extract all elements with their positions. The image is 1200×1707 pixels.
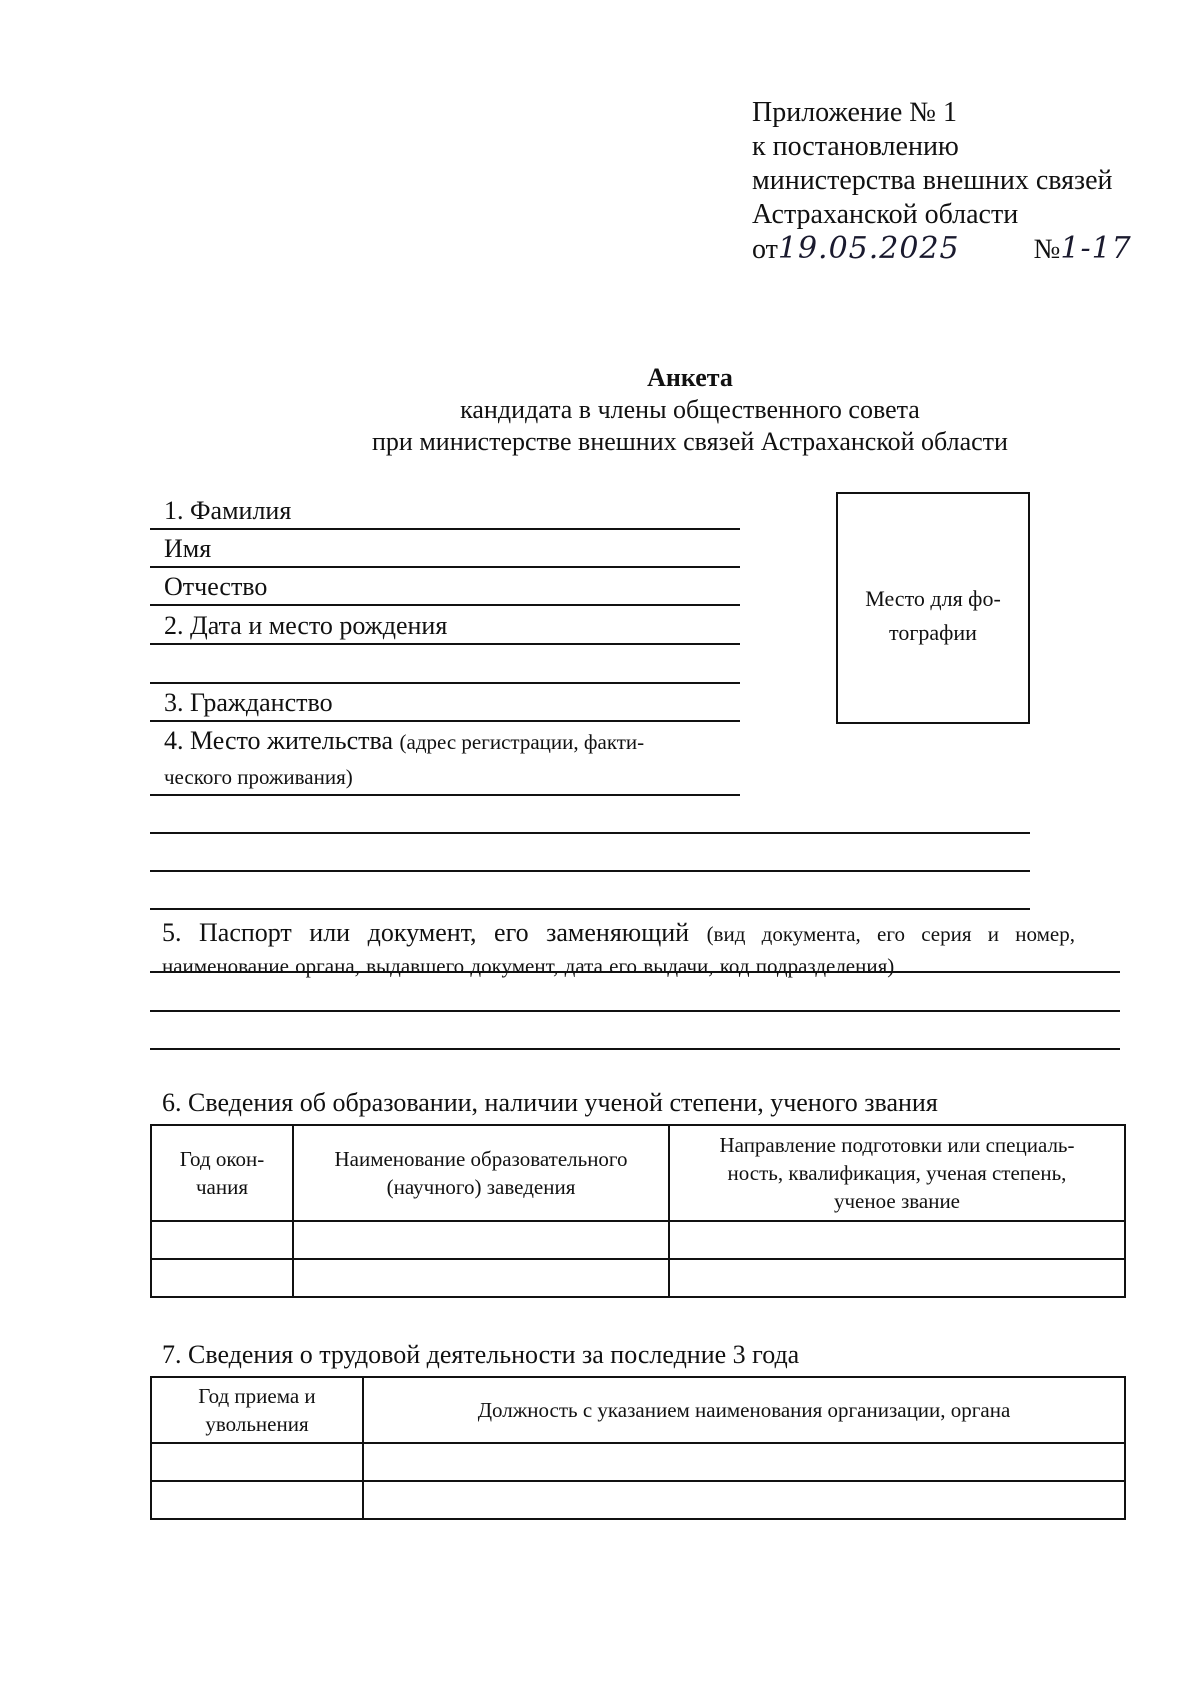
table-cell[interactable] (151, 1481, 363, 1519)
table-cell[interactable] (151, 1443, 363, 1481)
appendix-line-1: Приложение № 1 (752, 97, 957, 128)
work-title: 7. Сведения о трудовой деятельности за последние 3 года (162, 1340, 800, 1369)
education-col-institution-line-2: (научного) заведения (386, 1175, 576, 1199)
education-col-year-line-2: чания (195, 1175, 249, 1199)
work-col-years (151, 1377, 363, 1443)
table-cell[interactable] (151, 1259, 293, 1297)
passport-line-2[interactable] (150, 1010, 1120, 1012)
appendix-line-2: к постановлению (752, 131, 959, 162)
table-row (151, 1443, 1125, 1481)
work-col-years-line-2: увольнения (205, 1412, 309, 1436)
residence-label (164, 726, 744, 757)
photo-label (838, 582, 1028, 650)
education-col-institution (293, 1125, 669, 1221)
table-cell[interactable] (363, 1481, 1125, 1519)
surname-label: 1. Фамилия (164, 496, 292, 525)
residence-line-3[interactable] (150, 908, 1030, 910)
birth-field[interactable] (150, 611, 740, 645)
residence-line-1[interactable] (150, 832, 1030, 834)
education-col-year (151, 1125, 293, 1221)
form-heading: Анкета (647, 363, 733, 392)
table-cell[interactable] (293, 1221, 669, 1259)
education-table (150, 1124, 1126, 1298)
work-table (150, 1376, 1126, 1520)
birth-field-extra-line[interactable] (150, 650, 740, 684)
passport-main: 5. Паспорт или документ, его заменяющий (162, 918, 690, 947)
patronymic-field[interactable] (150, 572, 740, 606)
form-title (300, 362, 1080, 458)
residence-field[interactable] (150, 758, 740, 796)
education-col-specialty-line-3: ученое звание (834, 1189, 960, 1213)
passport-note-b: наименование органа, выдавшего документ, дата его выдачи, код подразделения) (162, 954, 895, 978)
form-subtitle-1: кандидата в члены общественного совета (460, 395, 920, 424)
birth-label: 2. Дата и место рождения (164, 611, 448, 640)
work-col-years-line-1: Год приема и (198, 1384, 316, 1408)
residence-line-2[interactable] (150, 870, 1030, 872)
appendix-date-line (752, 232, 1172, 267)
photo-placeholder[interactable] (836, 492, 1030, 724)
education-col-specialty-line-1: Направление подготовки или специаль- (719, 1133, 1075, 1157)
work-header-row (151, 1377, 1125, 1443)
passport-line-1[interactable] (150, 971, 1120, 973)
table-row (151, 1259, 1125, 1297)
name-field[interactable] (150, 534, 740, 568)
name-label: Имя (164, 534, 212, 563)
citizenship-label: 3. Гражданство (164, 688, 333, 717)
residence-note-b: ческого проживания) (164, 765, 353, 789)
table-row (151, 1481, 1125, 1519)
handwritten-date: 19.05.2025 (777, 231, 960, 266)
education-col-institution-line-1: Наименование образовательного (334, 1147, 628, 1171)
table-cell[interactable] (293, 1259, 669, 1297)
table-cell[interactable] (669, 1221, 1125, 1259)
citizenship-field[interactable] (150, 688, 740, 722)
handwritten-number: 1-17 (1060, 231, 1132, 266)
education-col-specialty (669, 1125, 1125, 1221)
table-row (151, 1221, 1125, 1259)
education-title: 6. Сведения об образовании, наличии ученой степени, ученого звания (162, 1088, 938, 1117)
work-col-position: Должность с указанием наименования организации, органа (363, 1377, 1125, 1443)
date-prefix: от (752, 234, 778, 265)
residence-note-a: (адрес регистрации, факти- (399, 730, 645, 754)
form-subtitle-2: при министерстве внешних связей Астраханской области (372, 427, 1008, 456)
table-cell[interactable] (363, 1443, 1125, 1481)
education-col-year-line-1: Год окон- (179, 1147, 265, 1171)
appendix-header (752, 96, 1172, 267)
education-header-row (151, 1125, 1125, 1221)
patronymic-label: Отчество (164, 572, 268, 601)
photo-label-line-1: Место для фо- (865, 586, 1001, 611)
education-col-specialty-line-2: ность, квалификация, ученая степень, (727, 1161, 1067, 1185)
number-prefix: № (1033, 234, 1061, 265)
table-cell[interactable] (151, 1221, 293, 1259)
passport-line-3[interactable] (150, 1048, 1120, 1050)
appendix-line-4: Астраханской области (752, 199, 1019, 230)
table-cell[interactable] (669, 1259, 1125, 1297)
photo-label-line-2: тографии (889, 620, 977, 645)
surname-field[interactable] (150, 496, 740, 530)
passport-note-a: (вид документа, его серия и номер, (706, 922, 1075, 946)
appendix-line-3: министерства внешних связей (752, 165, 1113, 196)
residence-main: 4. Место жительства (164, 726, 394, 755)
